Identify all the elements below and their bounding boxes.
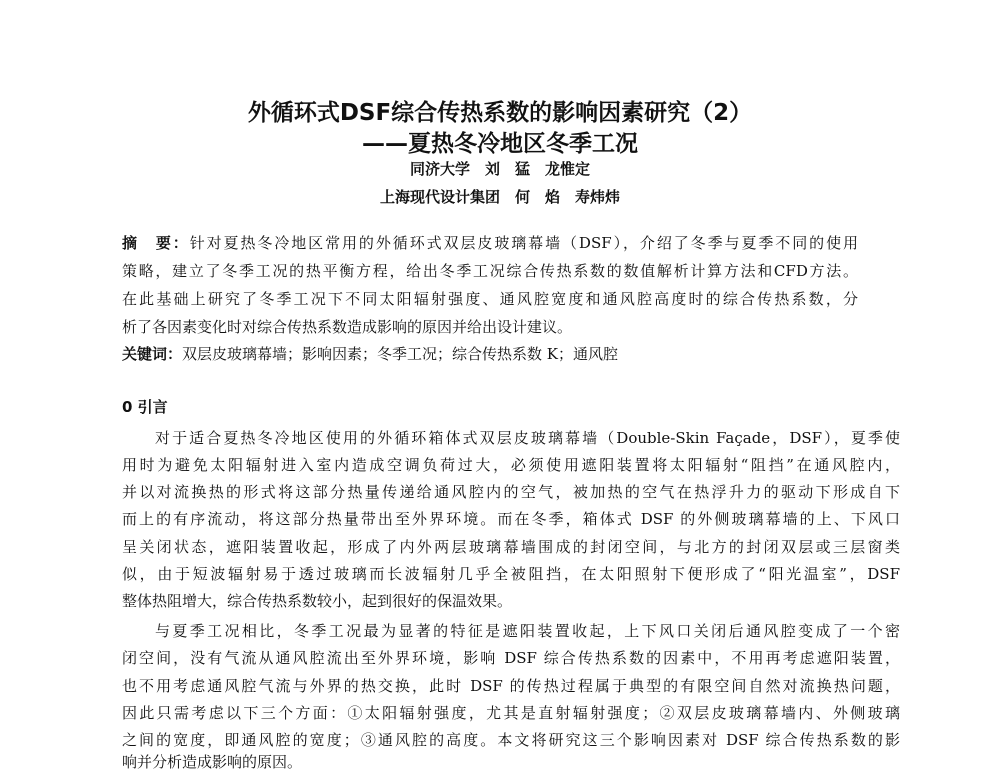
keywords-line — [122, 344, 858, 364]
abstract-line-3: 在此基础上研究了冬季工况下不同太阳辐射强度、通风腔宽度和通风腔高度时的综合传热系数，分 — [122, 290, 858, 308]
author-line-1: 同济大学 刘 猛 龙惟定 — [409, 160, 590, 178]
para2-line-1: 与夏季工况相比，冬季工况最为显著的特征是遮阳装置收起，上下风口关闭后通风腔变成了一个密 — [155, 622, 900, 640]
para1-line-4: 而上的有序流动，将这部分热量带出至外界环境。而在冬季，箱体式 DSF 的外侧玻璃幕墙的上、下风口 — [122, 510, 900, 528]
paper-title: 外循环式DSF综合传热系数的影响因素研究（2） — [247, 100, 753, 126]
abstract-text: 针对夏热冬冷地区常用的外循环式双层皮玻璃幕墙（DSF），介绍了冬季与夏季不同的使用 — [189, 234, 858, 252]
para1-line-2: 用时为避免太阳辐射进入室内造成空调负荷过大，必须使用遮阳装置将太阳辐射“阻挡”在通风腔内， — [122, 456, 900, 474]
para1-line-5: 呈关闭状态，遮阳装置收起，形成了内外两层玻璃幕墙围成的封闭空间，与北方的封闭双层或三层窗类 — [122, 538, 900, 556]
para1-line-7: 整体热阻增大，综合传热系数较小，起到很好的保温效果。 — [122, 592, 513, 610]
para2-line-6: 响并分析造成影响的原因。 — [122, 753, 303, 771]
para2-line-3: 也不用考虑通风腔气流与外界的热交换，此时 DSF 的传热过程属于典型的有限空间自然对流换热问题， — [122, 677, 900, 695]
para1-line-6: 似，由于短波辐射易于透过玻璃而长波辐射几乎全被阻挡，在太阳照射下便形成了“阳光温室”，DSF — [122, 565, 900, 583]
para2-line-2: 闭空间，没有气流从通风腔流出至外界环境，影响 DSF 综合传热系数的因素中，不用再考虑遮阳装置， — [122, 649, 900, 667]
abstract-line-2: 策略，建立了冬季工况的热平衡方程，给出冬季工况综合传热系数的数值解析计算方法和CFD方法。 — [122, 262, 858, 280]
keywords-label: 关键词： — [122, 345, 183, 363]
para2-line-5: 之间的宽度，即通风腔的宽度；③通风腔的高度。本文将研究这三个影响因素对 DSF 综合传热系数的影 — [122, 731, 900, 749]
para1-line-1: 对于适合夏热冬冷地区使用的外循环箱体式双层皮玻璃幕墙（Double-Skin Façade，DSF），夏季使 — [155, 429, 900, 447]
section-heading: 0 引言 — [122, 398, 168, 416]
abstract-line-4: 析了各因素变化时对综合传热系数造成影响的原因并给出设计建议。 — [122, 318, 573, 336]
author-line-2: 上海现代设计集团 何 焰 寿炜炜 — [379, 188, 620, 206]
keywords-text: 双层皮玻璃幕墙；影响因素；冬季工况；综合传热系数 K；通风腔 — [182, 345, 618, 363]
para1-line-3: 并以对流换热的形式将这部分热量传递给通风腔内的空气，被加热的空气在热浮升力的驱动下形成自下 — [122, 483, 900, 501]
paper-subtitle: ——夏热冬冷地区冬季工况 — [362, 131, 638, 157]
abstract-line-1 — [122, 233, 858, 253]
para2-line-4: 因此只需考虑以下三个方面：①太阳辐射强度，尤其是直射辐射强度；②双层皮玻璃幕墙内、外侧玻璃 — [122, 704, 900, 722]
abstract-label: 摘 要： — [122, 234, 190, 252]
